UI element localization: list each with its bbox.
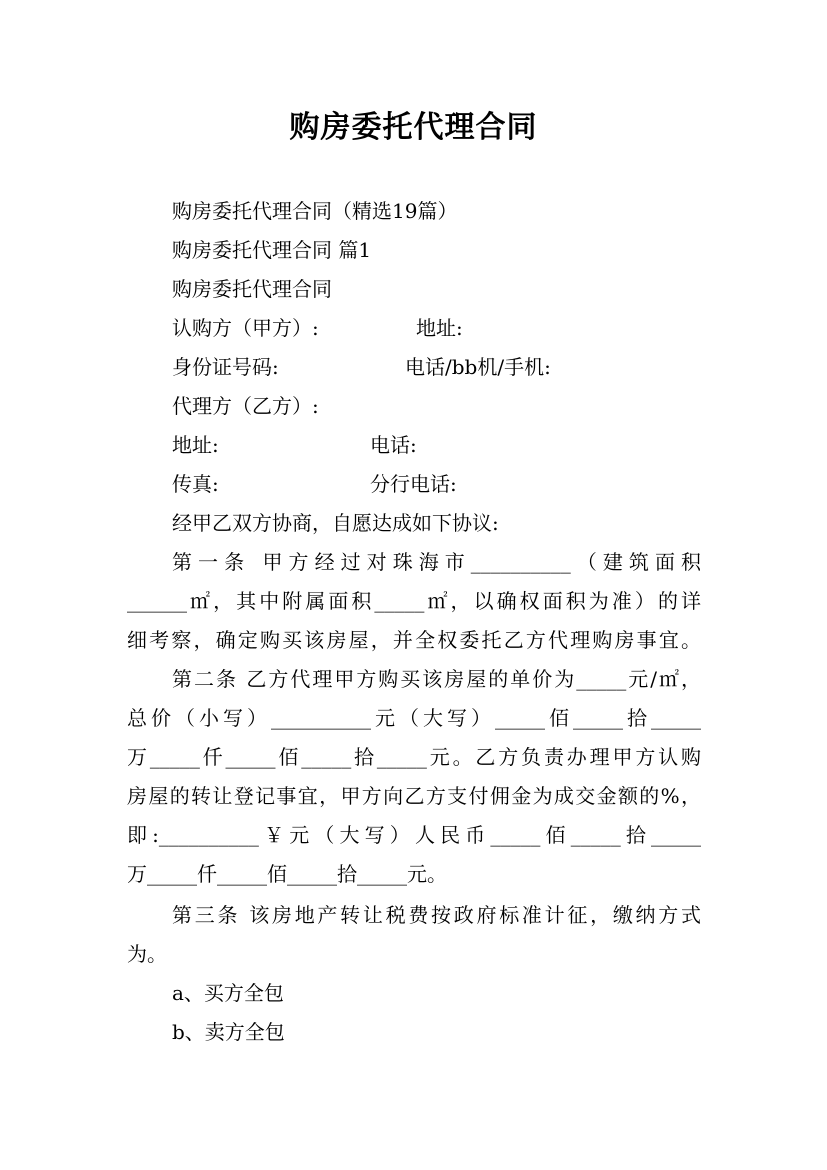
buyer-address-label: 地址: (416, 316, 463, 340)
option-b: b、卖方全包 (172, 1020, 285, 1044)
document-title: 购房委托代理合同 (289, 110, 538, 145)
agreement-line: 经甲乙双方协商，自愿达成如下协议: (172, 511, 499, 535)
buyer-phone-label: 电话/bb机/手机: (405, 355, 551, 379)
option-a: a、买方全包 (172, 981, 284, 1005)
article-2-line: 万_____仟_____佰_____拾_____元。乙方负责办理甲方认购 (127, 745, 701, 769)
fax-label: 传真: (172, 472, 219, 496)
branch-phone-label: 分行电话: (370, 472, 457, 496)
article-2-line: 第二条 乙方代理甲方购买该房屋的单价为_____元/㎡， (172, 667, 701, 691)
article-1-line: 第一条 甲方经过对珠海市__________（建筑面积 (172, 550, 701, 574)
article-2-line: 总价（小写）__________元（大写）_____佰_____拾_____ (127, 706, 701, 730)
article-3-line: 第三条 该房地产转让税费按政府标准计征，缴纳方式 (172, 903, 701, 927)
agent-phone-label: 电话: (370, 433, 417, 457)
agent-label: 代理方（乙方）: (172, 394, 319, 418)
contract-name-line: 购房委托代理合同 (172, 277, 332, 301)
article-3-line: 为。 (127, 942, 167, 966)
article-2-line: 即:__________￥元（大写）人民币_____佰_____拾_____ (127, 823, 701, 847)
article-2-line: 万_____仟_____佰_____拾_____元。 (127, 862, 447, 886)
section-heading: 购房委托代理合同 篇1 (172, 238, 372, 262)
buyer-label: 认购方（甲方）: (172, 316, 319, 340)
agent-address-label: 地址: (172, 433, 219, 457)
article-1-line: ______㎡，其中附属面积_____㎡，以确权面积为准）的详 (127, 589, 701, 613)
subtitle-line: 购房委托代理合同（精选19篇） (172, 199, 458, 223)
id-number-label: 身份证号码: (172, 355, 279, 379)
article-1-line: 细考察，确定购买该房屋，并全权委托乙方代理购房事宜。 (127, 628, 701, 652)
article-2-line: 房屋的转让登记事宜，甲方向乙方支付佣金为成交金额的%， (127, 784, 701, 808)
